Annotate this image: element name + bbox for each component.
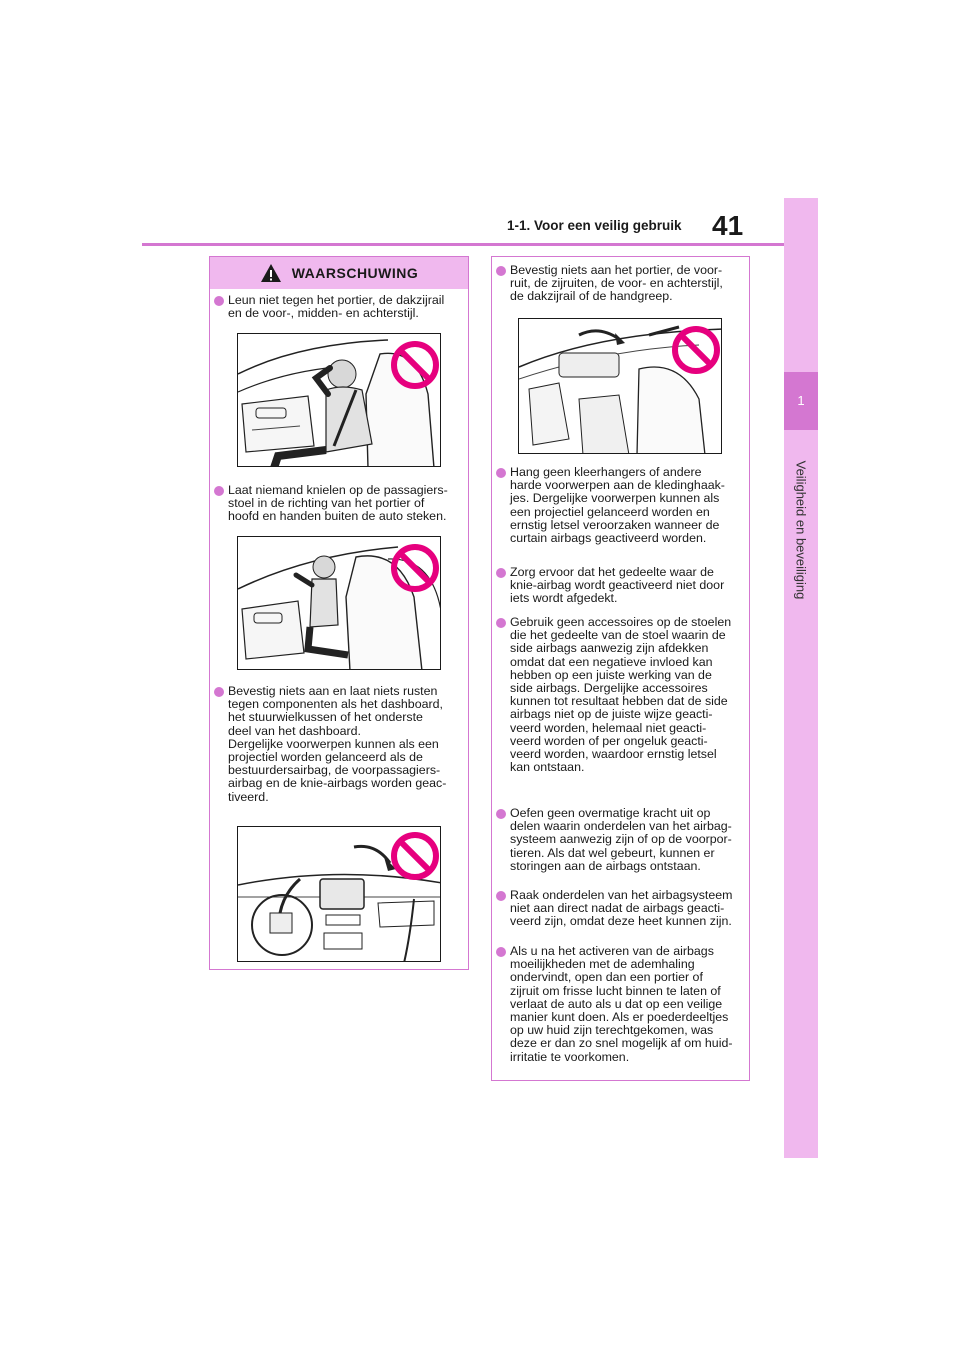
warning-triangle-icon: [260, 263, 282, 283]
bullet-icon: [496, 947, 506, 957]
list-item: [494, 264, 748, 304]
prohibition-icon: [390, 831, 440, 881]
prohibition-icon: [390, 543, 440, 593]
section-title: 1-1. Voor een veilig gebruik: [507, 218, 682, 233]
chapter-number-tab: 1: [784, 372, 818, 430]
illustration-dashboard: [237, 826, 441, 962]
chapter-sidebar: [784, 198, 818, 1158]
bullet-icon: [496, 468, 506, 478]
list-item-text: Oefen geen overmatige kracht uit op delen waarin onderdelen van het airbag- systeem aanwezig zijn of op de voorpor- tieren. Als dat wel gebeurt, kunnen er storingen aan de airbags ontstaan.: [510, 806, 732, 873]
list-item-text: Leun niet tegen het portier, de dakzijrail en de voor-, midden- en achterstijl.: [228, 293, 445, 321]
list-item-text: Zorg ervoor dat het gedeelte waar de knie-airbag wordt geactiveerd niet door iets wordt afgedekt.: [510, 565, 725, 606]
bullet-icon: [496, 266, 506, 276]
list-item: [494, 889, 748, 929]
list-item-text: Bevestig niets aan en laat niets rusten tegen componenten als het dashboard, het stuurwielkussen of het onderste deel van het dashboard. Dergelijke voorwerpen kunnen als een projectiel worden gelanceerd als de bestuurdersairbag, de voorpassagiers- airbag en de knie-airbags worden geac- tiveerd.: [228, 684, 447, 804]
list-item: [212, 484, 467, 524]
illustration-kneeling-child: [237, 536, 441, 670]
list-item: [494, 566, 748, 606]
illustration-leaning-occupant: [237, 333, 441, 467]
list-item-text: Raak onderdelen van het airbagsysteem niet aan direct nadat de airbags geacti- veerd zijn, omdat deze heet kunnen zijn.: [510, 888, 733, 929]
bullet-icon: [496, 618, 506, 628]
bullet-icon: [496, 809, 506, 819]
illustration-car-interior: [518, 318, 722, 454]
list-item: [494, 807, 748, 873]
list-item: [494, 616, 748, 774]
list-item: [212, 294, 467, 320]
prohibition-icon: [390, 340, 440, 390]
bullet-icon: [496, 891, 506, 901]
prohibition-icon: [671, 325, 721, 375]
list-item-text: Als u na het activeren van de airbags moeilijkheden met de ademhaling ondervindt, open dan een portier of zijruit om frisse lucht binnen te laten of verlaat de auto als u dat op een veilige manier kunt doen. Als er poederdeeltjes op uw huid zijn terechtgekomen, was deze er dan zo snel mogelijk af om huid- irritatie te voorkomen.: [510, 944, 733, 1064]
bullet-icon: [214, 687, 224, 697]
chapter-label: Veiligheid en beveiliging: [793, 460, 809, 600]
list-item: [494, 466, 748, 545]
list-item-text: Laat niemand knielen op de passagiers- stoel in de richting van het portier of hoofd en handen buiten de auto steken.: [228, 483, 448, 524]
warning-title: WAARSCHUWING: [291, 265, 419, 281]
list-item: [212, 685, 467, 804]
list-item-text: Gebruik geen accessoires op de stoelen die het gedeelte van de stoel waarin de side airbags aanwezig zijn afdekken omdat dat een negatieve invloed kan hebben op een juiste werking van de side airbags. Dergelijke accessoires kunnen tot resultaat hebben dat de side airbags niet op de juiste wijze geacti- veerd worden, helemaal niet geacti- veerd worden of per ongeluk geacti- veerd worden, waardoor ernstig letsel kan ontstaan.: [510, 615, 732, 775]
bullet-icon: [496, 568, 506, 578]
page-number: 41: [712, 210, 744, 241]
list-item-text: Bevestig niets aan het portier, de voor- ruit, de zijruiten, de voor- en achterstijl, de dakzijrail of de handgreep.: [510, 263, 723, 304]
bullet-icon: [214, 296, 224, 306]
header-divider: [142, 243, 784, 246]
list-item-text: Hang geen kleerhangers of andere harde voorwerpen aan de kledinghaak- jes. Dergelijke voorwerpen kunnen als een projectiel gelanceerd worden en ernstig letsel veroorzaken wanneer de curtain airbags geactiveerd worden.: [510, 465, 725, 546]
list-item: [494, 945, 748, 1064]
bullet-icon: [214, 486, 224, 496]
warning-header: [210, 257, 468, 289]
